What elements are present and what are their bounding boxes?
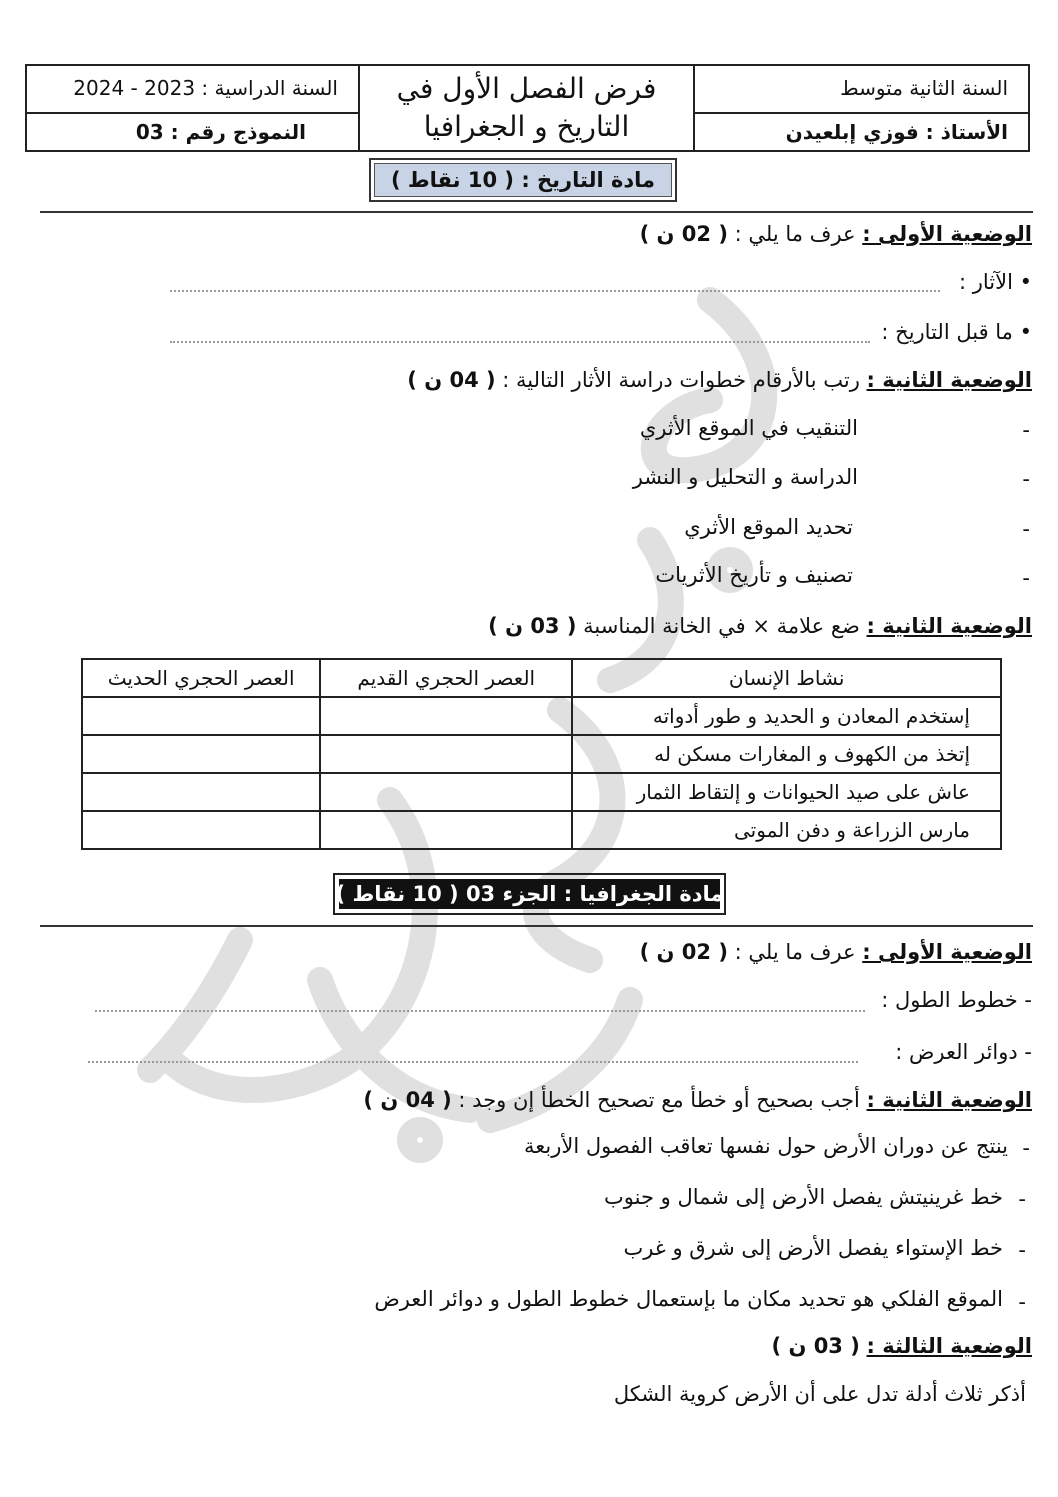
dash: -: [1022, 566, 1030, 590]
answer-cell-new[interactable]: [82, 773, 320, 811]
divider: [40, 925, 1033, 927]
geography-s3-title: الوضعية الثالثة : ( 03 ن ): [771, 1334, 1032, 1358]
geography-s1-title: الوضعية الأولى : عرف ما يلي : ( 02 ن ): [639, 940, 1032, 964]
activity-cell: مارس الزراعة و دفن الموتى: [572, 811, 1001, 849]
table-row: [82, 773, 1001, 811]
answer-line: [170, 290, 940, 292]
activity-cell: إستخدم المعادن و الحديد و طور أدواته: [572, 697, 1001, 735]
dash: -: [1022, 1136, 1030, 1160]
geography-s1-item: - دوائر العرض :: [895, 1040, 1032, 1064]
class-level: السنة الثانية متوسط: [840, 76, 1008, 100]
answer-cell-old[interactable]: [320, 697, 572, 735]
geography-s2-item: خط غرينيتش يفصل الأرض إلى شمال و جنوب: [604, 1185, 1003, 1209]
geography-s2-item: ينتج عن دوران الأرض حول نفسها تعاقب الفصول الأربعة: [524, 1134, 1008, 1158]
table-row: [82, 697, 1001, 735]
history-s1-title: الوضعية الأولى : عرف ما يلي : ( 02 ن ): [639, 222, 1032, 246]
header-left-cell: [27, 66, 358, 150]
history-s1-item: • الآثار :: [958, 270, 1032, 294]
exam-title-line2: التاريخ و الجغرافيا: [423, 110, 630, 143]
exam-header: [25, 64, 1030, 152]
history-s1-item: • ما قبل التاريخ :: [881, 320, 1032, 344]
table-row: [82, 735, 1001, 773]
history-s3-title: الوضعية الثانية : ضع علامة × في الخانة المناسبة ( 03 ن ): [488, 614, 1032, 638]
dash: -: [1018, 1290, 1026, 1314]
activity-cell: إتخذ من الكهوف و المغارات مسكن له: [572, 735, 1001, 773]
geography-s1-item: - خطوط الطول :: [881, 988, 1032, 1012]
dash: -: [1022, 418, 1030, 442]
teacher-name: الأستاذ : فوزي إبلعيدن: [785, 120, 1008, 144]
history-s2-title: الوضعية الثانية : رتب بالأرقام خطوات دراسة الأثار التالية : ( 04 ن ): [407, 368, 1032, 392]
dash: -: [1022, 517, 1030, 541]
history-s2-item: تصنيف و تأريخ الأثريات: [655, 563, 853, 587]
answer-cell-new[interactable]: [82, 811, 320, 849]
answer-cell-new[interactable]: [82, 697, 320, 735]
history-banner: مادة التاريخ : ( 10 نقاط ): [369, 158, 677, 202]
answer-line: [88, 1061, 858, 1063]
geography-s3-question: أذكر ثلاث أدلة تدل على أن الأرض كروية الشكل: [613, 1382, 1026, 1406]
exam-title-line1: فرض الفصل الأول في: [396, 72, 657, 105]
history-s2-item: تحديد الموقع الأثري: [684, 515, 853, 539]
history-s2-item: الدراسة و التحليل و النشر: [632, 465, 858, 489]
geography-banner: مادة الجغرافيا : الجزء 03 ( 10 نقاط ): [333, 873, 726, 915]
geography-s2-item: خط الإستواء يفصل الأرض إلى شرق و غرب: [623, 1236, 1003, 1260]
table-header: العصر الحجري الحديث: [82, 659, 320, 697]
history-s2-item: التنقيب في الموقع الأثري: [639, 416, 858, 440]
header-right-cell: [693, 66, 1028, 150]
answer-line: [170, 341, 870, 343]
activity-cell: عاش على صيد الحيوانات و إلتقاط الثمار: [572, 773, 1001, 811]
answer-cell-new[interactable]: [82, 735, 320, 773]
table-row: [82, 811, 1001, 849]
stone-age-table: [81, 658, 1002, 850]
model-number: النموذج رقم : 03: [135, 120, 306, 144]
answer-cell-old[interactable]: [320, 811, 572, 849]
answer-cell-old[interactable]: [320, 735, 572, 773]
geography-s2-item: الموقع الفلكي هو تحديد مكان ما بإستعمال خطوط الطول و دوائر العرض: [374, 1287, 1003, 1311]
divider: [40, 211, 1033, 213]
answer-cell-old[interactable]: [320, 773, 572, 811]
dash: -: [1018, 1238, 1026, 1262]
table-header: نشاط الإنسان: [572, 659, 1001, 697]
dash: -: [1018, 1187, 1026, 1211]
header-title-cell: [358, 66, 693, 150]
table-header: العصر الحجري القديم: [320, 659, 572, 697]
school-year: السنة الدراسية : 2023 - 2024: [73, 76, 338, 100]
answer-line: [95, 1010, 865, 1012]
dash: -: [1022, 467, 1030, 491]
geography-s2-title: الوضعية الثانية : أجب بصحيح أو خطأ مع تصحيح الخطأ إن وجد : ( 04 ن ): [363, 1088, 1032, 1112]
